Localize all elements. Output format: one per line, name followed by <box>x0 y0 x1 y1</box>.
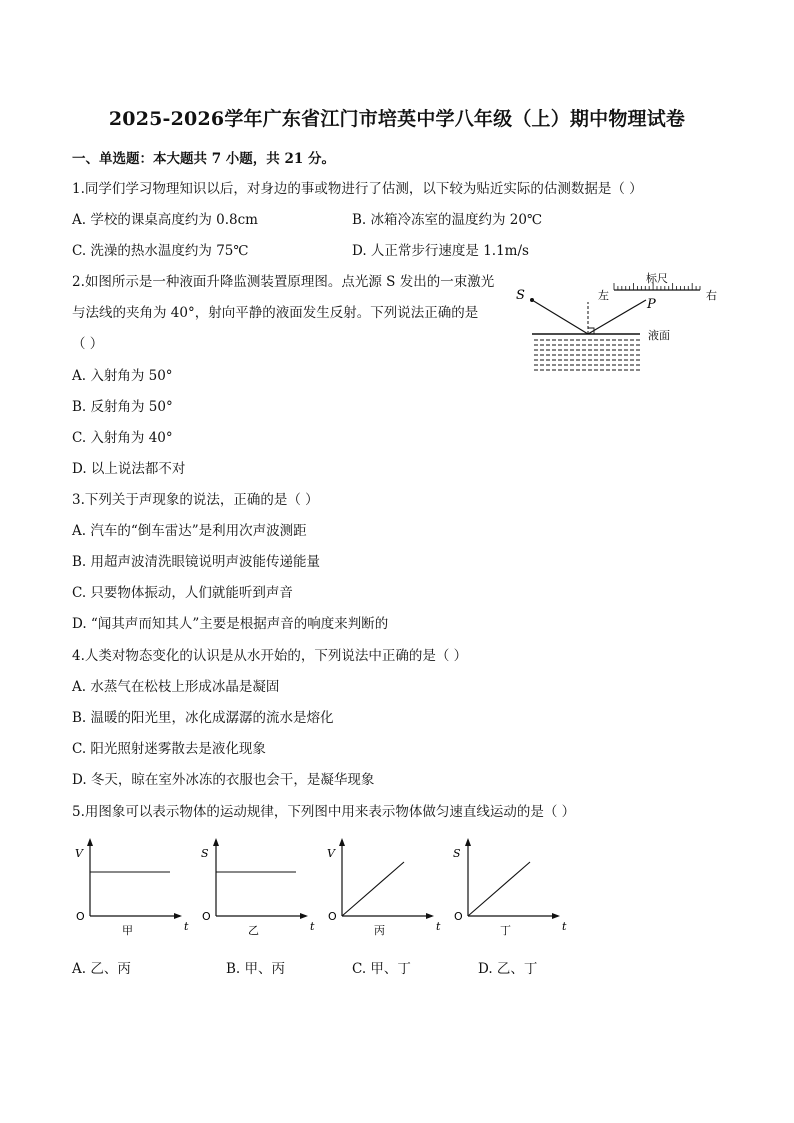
q4-option-a: A. 水蒸气在松枝上形成冰晶是凝固 <box>72 679 280 695</box>
incident-ray <box>532 300 588 334</box>
q1-option-b: B. 冰箱冷冻室的温度约为 20℃ <box>352 212 543 228</box>
y-axis-arrow <box>87 838 93 846</box>
q1-stem: 1.同学们学习物理知识以后，对身边的事或物进行了估测，以下较为贴近实际的估测数据是（ ） <box>72 181 643 197</box>
graph-caption: 乙 <box>248 924 259 937</box>
motion-graph-丁 <box>453 838 567 937</box>
q3-option-d: D. “闻其声而知其人”主要是根据声音的响度来判断的 <box>72 616 389 632</box>
graph-line <box>468 862 530 916</box>
y-axis-arrow <box>339 838 345 846</box>
liquid-label: 液面 <box>648 329 670 342</box>
page-title: 2025-2026学年广东省江门市培英中学八年级（上）期中物理试卷 <box>108 108 686 130</box>
origin-label: O <box>202 910 211 923</box>
origin-label: O <box>76 910 85 923</box>
source-s-label: S <box>516 288 525 303</box>
y-axis-label: V <box>75 847 83 860</box>
x-axis-arrow <box>552 913 560 919</box>
x-axis-arrow <box>426 913 434 919</box>
q4-option-b: B. 温暖的阳光里，冰化成潺潺的流水是熔化 <box>72 710 334 726</box>
q2-stem-line1: 2.如图所示是一种液面升降监测装置原理图。点光源 S 发出的一束激光 <box>72 274 495 290</box>
ruler-right-label: 右 <box>706 289 717 302</box>
x-axis-label: t <box>310 920 315 933</box>
y-axis-label: V <box>327 847 335 860</box>
q3-option-a: A. 汽车的“倒车雷达”是利用次声波测距 <box>72 523 307 539</box>
motion-graph-乙 <box>201 838 315 937</box>
point-p-label: P <box>647 297 656 312</box>
y-axis-arrow <box>465 838 471 846</box>
x-axis-label: t <box>562 920 567 933</box>
q2-option-a: A. 入射角为 50° <box>72 368 173 384</box>
graph-line <box>342 862 404 916</box>
q2-option-d: D. 以上说法都不对 <box>72 461 186 477</box>
reflected-ray <box>588 300 646 334</box>
q2-option-b: B. 反射角为 50° <box>72 399 173 415</box>
liquid-level-monitor-figure <box>510 266 730 378</box>
q5-option-b: B. 甲、丙 <box>226 961 286 977</box>
q2-option-c: C. 入射角为 40° <box>72 430 173 446</box>
graph-caption: 丁 <box>500 924 511 937</box>
x-axis-label: t <box>184 920 189 933</box>
liquid-hatching <box>534 340 640 370</box>
y-axis-label: S <box>453 847 461 860</box>
motion-graph-甲 <box>75 838 189 937</box>
q3-option-b: B. 用超声波清洗眼镜说明声波能传递能量 <box>72 554 321 570</box>
q2-stem-line3: （ ） <box>72 336 104 352</box>
x-axis-arrow <box>174 913 182 919</box>
ruler-label: 标尺 <box>646 272 668 285</box>
q3-option-c: C. 只要物体振动，人们就能听到声音 <box>72 585 293 601</box>
graph-caption: 甲 <box>122 924 133 937</box>
q3-stem: 3.下列关于声现象的说法，正确的是（ ） <box>72 492 319 508</box>
graph-caption: 丙 <box>374 924 385 937</box>
q4-option-d: D. 冬天，晾在室外冰冻的衣服也会干，是凝华现象 <box>72 772 375 788</box>
q5-option-a: A. 乙、丙 <box>72 961 131 977</box>
motion-graphs-figure <box>60 836 580 944</box>
q5-option-d: D. 乙、丁 <box>478 961 538 977</box>
q5-option-c: C. 甲、丁 <box>352 961 411 977</box>
ruler-left-label: 左 <box>598 289 609 302</box>
origin-label: O <box>454 910 463 923</box>
q2-stem-line2: 与法线的夹角为 40°，射向平静的液面发生反射。下列说法正确的是 <box>72 305 479 321</box>
q4-option-c: C. 阳光照射迷雾散去是液化现象 <box>72 741 266 757</box>
section-heading: 一、单选题：本大题共 7 小题，共 21 分。 <box>72 151 335 167</box>
q1-option-a: A. 学校的课桌高度约为 0.8cm <box>72 212 258 228</box>
q4-stem: 4.人类对物态变化的认识是从水开始的，下列说法中正确的是（ ） <box>72 648 468 664</box>
origin-label: O <box>328 910 337 923</box>
q5-stem: 5.用图象可以表示物体的运动规律，下列图中用来表示物体做匀速直线运动的是（ ） <box>72 804 576 820</box>
q1-option-d: D. 人正常步行速度是 1.1m/s <box>352 243 529 259</box>
y-axis-label: S <box>201 847 209 860</box>
x-axis-label: t <box>436 920 441 933</box>
y-axis-arrow <box>213 838 219 846</box>
q1-option-c: C. 洗澡的热水温度约为 75℃ <box>72 243 249 259</box>
x-axis-arrow <box>300 913 308 919</box>
motion-graph-丙 <box>327 838 441 937</box>
